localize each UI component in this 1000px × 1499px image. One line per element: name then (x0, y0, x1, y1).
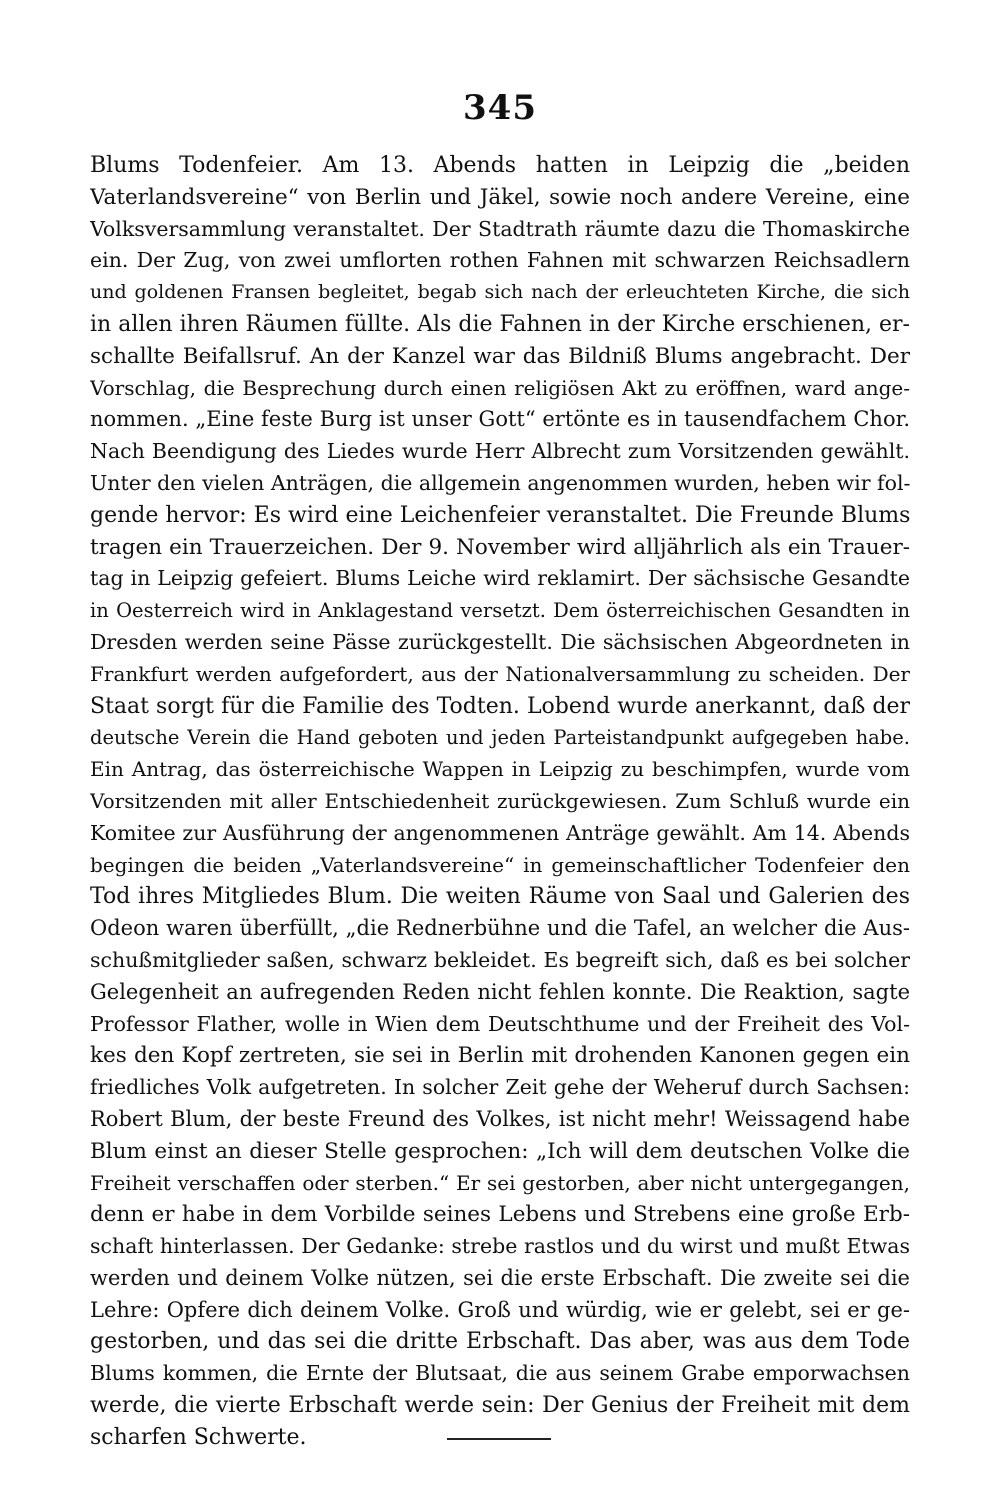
text-line: Frankfurt werden aufgefordert, aus der Nationalversammlung zu scheiden. Der (90, 661, 910, 686)
text-line: Odeon waren überfüllt, „die Rednerbühne und die Tafel, an welcher die Aus- (90, 916, 910, 941)
text-line: Staat sorgt für die Familie des Todten. Lobend wurde anerkannt, daß der (90, 693, 910, 719)
text-line: nommen. „Eine feste Burg ist unser Gott“ ertönte es in tausendfachem Chor. (90, 407, 910, 432)
text-line: schaft hinterlassen. Der Gedanke: strebe rastlos und du wirst und mußt Etwas (90, 1234, 910, 1259)
text-line: Vorschlag, die Besprechung durch einen religiösen Akt zu eröffnen, ward ange- (90, 375, 910, 400)
text-line: deutsche Verein die Hand geboten und jeden Parteistandpunkt aufgegeben habe. (90, 726, 910, 750)
text-line: Dresden werden seine Pässe zurückgestellt. Die sächsischen Abgeordneten in (90, 629, 910, 654)
text-line: tragen ein Trauerzeichen. Der 9. November wird alljährlich als ein Trauer- (90, 534, 910, 560)
text-line: Freiheit verschaffen oder sterben.“ Er sei gestorben, aber nicht untergegangen, (90, 1170, 910, 1195)
text-line: Gelegenheit an aufregenden Reden nicht fehlen konnte. Die Reaktion, sagte (90, 979, 910, 1004)
text-line: begingen die beiden „Vaterlandsvereine“ in gemeinschaftlicher Todenfeier den (90, 852, 910, 877)
text-line: in Oesterreich wird in Anklagestand versetzt. Dem österreichischen Gesandten in (90, 599, 910, 623)
text-line: scharfen Schwerte. (90, 1424, 307, 1450)
text-line: werde, die vierte Erbschaft werde sein: Der Genius der Freiheit mit dem (90, 1393, 910, 1419)
text-line: friedliches Volk aufgetreten. In solcher Zeit gehe der Weheruf durch Sachsen: (90, 1075, 910, 1100)
text-line: und goldenen Fransen begleitet, begab sich nach der erleuchteten Kirche, die sich (90, 281, 910, 304)
text-line: denn er habe in dem Vorbilde seines Lebens und Strebens eine große Erb- (90, 1202, 910, 1228)
text-line: Vaterlandsvereine“ von Berlin und Jäkel, sowie noch andere Vereine, eine (90, 184, 910, 210)
text-line: Vorsitzenden mit aller Entschiedenheit zurückgewiesen. Zum Schluß wurde ein (90, 788, 910, 813)
text-line: Professor Flather, wolle in Wien dem Deutschthume und der Freiheit des Vol- (90, 1011, 910, 1036)
page-number: 345 (463, 88, 537, 128)
text-line: Komitee zur Ausführung der angenommenen Anträge gewählt. Am 14. Abends (90, 820, 910, 845)
closing-rule (447, 1438, 551, 1440)
text-line: Blum einst an dieser Stelle gesprochen: „Ich will dem deutschen Volke die (90, 1138, 910, 1164)
body-text (90, 150, 910, 1454)
text-line: werden und deinem Volke nützen, sei die erste Erbschaft. Die zweite sei die (90, 1265, 910, 1290)
text-line: kes den Kopf zertreten, sie sei in Berlin mit drohenden Kanonen gegen ein (90, 1043, 910, 1069)
text-line: Nach Beendigung des Liedes wurde Herr Albrecht zum Vorsitzenden gewählt. (90, 439, 910, 464)
text-line: schußmitglieder saßen, schwarz bekleidet. Es begreift sich, daß es bei solcher (90, 947, 910, 972)
text-line: gestorben, und das sei die dritte Erbschaft. Das aber, was aus dem Tode (90, 1329, 910, 1355)
text-line: in allen ihren Räumen füllte. Als die Fahnen in der Kirche erschienen, er- (90, 311, 910, 337)
text-line: Tod ihres Mitgliedes Blum. Die weiten Räume von Saal und Galerien des (90, 884, 910, 910)
text-line: Ein Antrag, das österreichische Wappen in Leipzig zu beschimpfen, wurde vom (90, 757, 910, 782)
text-line: schallte Beifallsruf. An der Kanzel war das Bildniß Blums angebracht. Der (90, 343, 910, 369)
text-line: Blums Todenfeier. Am 13. Abends hatten in Leipzig die „beiden (90, 153, 910, 178)
text-line: gende hervor: Es wird eine Leichenfeier veranstaltet. Die Freunde Blums (90, 502, 910, 528)
text-line: Unter den vielen Anträgen, die allgemein angenommen wurden, heben wir fol- (90, 470, 910, 495)
text-line: Volksversammlung veranstaltet. Der Stadtrath räumte dazu die Thomaskirche (90, 216, 910, 241)
text-line: Blums kommen, die Ernte der Blutsaat, die aus seinem Grabe emporwachsen (90, 1361, 910, 1386)
text-line: tag in Leipzig gefeiert. Blums Leiche wird reklamirt. Der sächsische Gesandte (90, 566, 910, 591)
text-line: Robert Blum, der beste Freund des Volkes, ist nicht mehr! Weissagend habe (90, 1106, 910, 1131)
text-line: ein. Der Zug, von zwei umflorten rothen Fahnen mit schwarzen Reichsadlern (90, 248, 910, 273)
text-line: Lehre: Opfere dich deinem Volke. Groß und würdig, wie er gelebt, sei er ge- (90, 1297, 910, 1322)
